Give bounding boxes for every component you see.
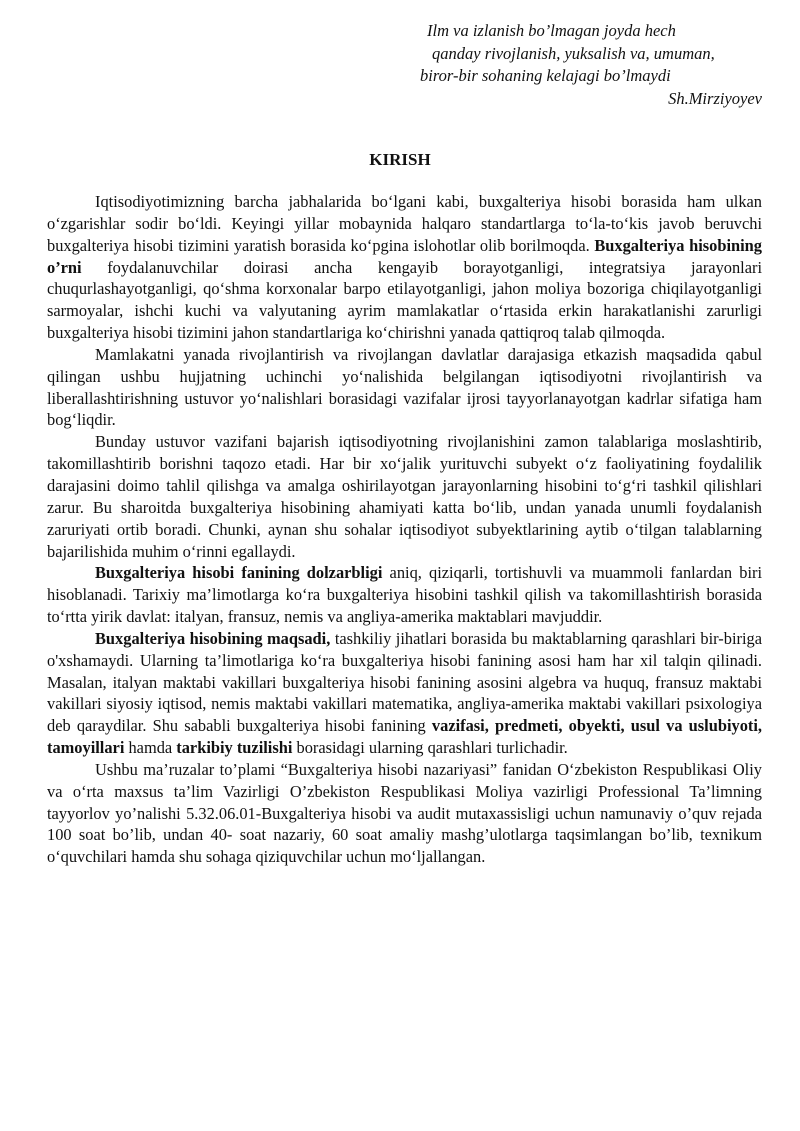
bold-term: Buxgalteriya hisobining o’rni: [47, 235, 762, 277]
paragraph-text: hamda: [124, 738, 177, 758]
epigraph-line: Ilm va izlanish bo’lmagan joyda hech: [427, 21, 676, 40]
paragraph-text: foydalanuvchilar doirasi ancha kengayib borayotganligi, integratsiya jarayonlari chuqurlashayotganligi, qo‘shma korxonalar barpo etilayotganligi, jahon moliya bozoriga chiqilayotganligi sarmoyalar, ishchi kuchi va valyutaning ayrim mamlakatlar o‘rtasida erkin harakatlanishi zarurligi buxgalteriya hisobi tizimini jahon standartlariga ko‘chirishni yanada qattiqroq talab qilmoqda.: [47, 257, 762, 343]
paragraph-6: Ushbu ma’ruzalar to’plami “Buxgalteriya hisobi nazariyasi” fanidan O‘zbekiston Respublikasi Oliy va o‘rta maxsus ta’lim Vazirligi O’zbekiston Respublikasi Moliya vazirligi Professional Ta’limning tayyorlov yo’nalishi 5.32.06.01-Buxgalteriya hisobi va audit mutaxassisligi uchun namunaviy o’quv rejada 100 soat bo’lib, undan 40- soat nazariy, 60 soat amaliy mashg’ulotlarga taqsimlangan bo’lib, texnikum o‘quvchilari hamda shu sohaga qiziquvchilar uchun mo‘ljallangan.: [47, 759, 762, 867]
paragraph-text: Iqtisodiyotimizning barcha jabhalarida bo‘lgani kabi, buxgalteriya hisobi borasida ham ulkan o‘zgarishlar sodir bo‘ldi. Keyingi yillar mobaynida halqaro standartlarga to‘la-to‘kis javob beruvchi buxgalteriya hisobi tizimini yaratish borasida ko‘pgina islohotlar olib borilmoqda.: [47, 192, 762, 255]
epigraph-line: biror-bir sohaning kelajagi bo’lmaydi: [420, 66, 671, 85]
paragraph-text: aniq, qiziqarli, tortishuvli va muammoli fanlardan biri hisoblanadi. Tarixiy ma’limotlarga ko‘ra buxgalteriya hisobini tashkil qilish va takomillashtirish borasida to‘rtta yirik davlat: italyan, fransuz, nemis va angliya-amerika maktablari mavjuddir.: [47, 563, 763, 627]
paragraph-1: [47, 191, 762, 344]
epigraph-line: qanday rivojlanish, yuksalish va, umuman,: [432, 43, 715, 63]
section-title: KIRISH: [369, 150, 431, 169]
epigraph-author: Sh.Mirziyoyev: [668, 88, 762, 108]
bold-term: Buxgalteriya hisobi fanining dolzarbligi: [95, 563, 383, 583]
bold-term: Buxgalteriya hisobining maqsadi,: [95, 628, 331, 648]
bold-term: tarkibiy tuzilishi: [176, 738, 293, 758]
epigraph-quote: [418, 20, 768, 110]
paragraph-2: Mamlakatni yanada rivojlantirish va rivojlangan davlatlar darajasiga etkazish maqsadida qabul qilingan ushbu hujjatning uchinchi yo‘nalishida belgilangan iqtisodiyotni rivojlantirish va liberallashtirishning ustuvor yo‘nalishlari borasidagi vazifalar ijrosi tayyorlanayotgan kadrlar sifatiga ham bog‘liqdir.: [47, 344, 762, 430]
paragraph-4: [47, 562, 762, 628]
paragraph-3: Bunday ustuvor vazifani bajarish iqtisodiyotning rivojlanishini zamon talablariga moslashtirib, takomillashtirib borishni taqozo etadi. Har bir xo‘jalik yurituvchi subyekt o‘z faoliyatining foydalilik darajasini doimo tahlil qilishga va amalga oshirilayotgan jarayonlarning hisobini to‘g‘ri tashkil qilishlari zarur. Bu sharoitda buxgalteriya hisobining ahamiyati katta bo‘lib, undan yanada unumli foydalanish zaruriyati ortib boradi. Chunki, aynan shu sohalar iqtisodiyot subyektlarining aytib o‘tilgan talablarning bajarilishida muhim o‘rinni egallaydi.: [47, 432, 762, 561]
paragraph-5: [47, 628, 762, 759]
bold-term: vazifasi, predmeti, obyekti, usul va uslubiyoti, tamoyillari: [47, 716, 763, 758]
paragraph-text: tashkiliy jihatlari borasida bu maktablarning qarashlari bir-biriga o'xshamaydi. Ularning ta’limotlariga ko‘ra buxgalteriya hisobi fanining asosi ham har xil talqin qilinadi. Masalan, italyan maktabi vakillari buxgalteriya hisobi fanining asosini algebra va huquq, fransuz maktabi vakillari siyosiy iqtisod, nemis maktabi vakillari matematika, angliya-amerika maktabi vakillari psixologiya deb qaraydilar. Shu sababli buxgalteriya hisobi fanining: [47, 628, 762, 736]
body-text: [47, 191, 762, 868]
paragraph-text: borasidagi ularning qarashlari turlichadir.: [292, 738, 568, 758]
